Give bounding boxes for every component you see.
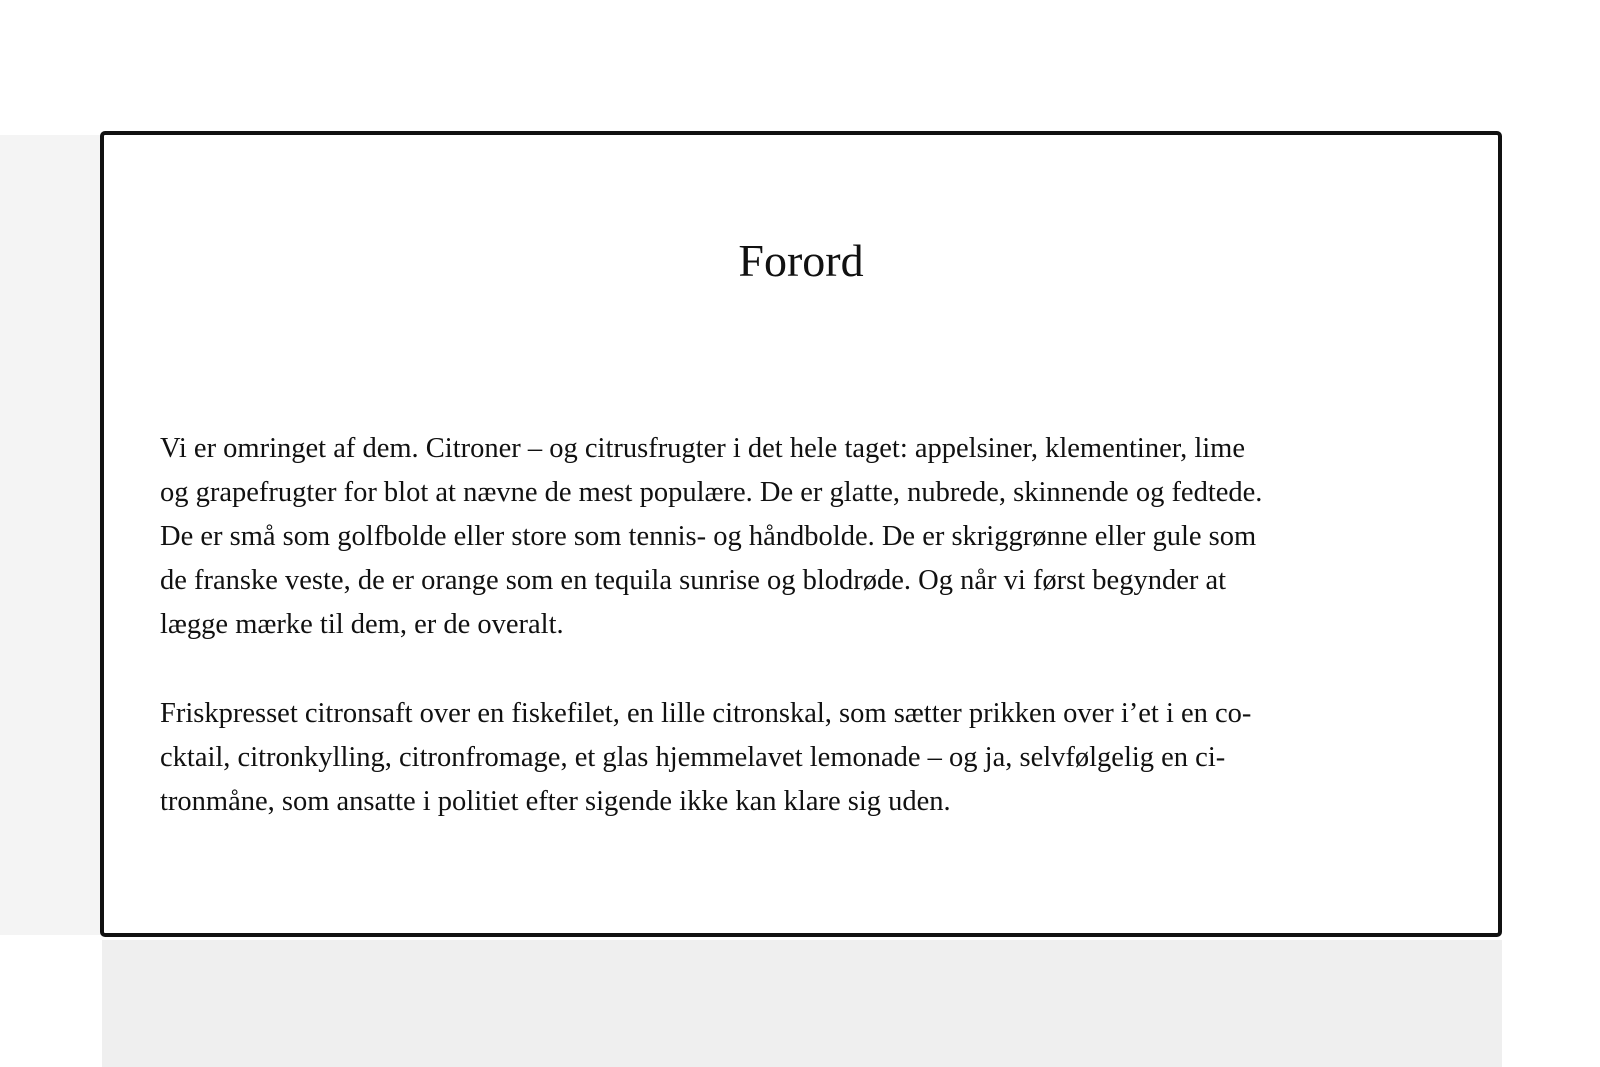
paragraph-2 <box>160 692 1480 824</box>
background-panel-bottom <box>102 940 1502 1067</box>
page-card <box>100 131 1502 937</box>
paragraph-1 <box>160 427 1480 647</box>
page-title: Forord <box>738 235 864 286</box>
text-line: cktail, citronkylling, citronfromage, et glas hjemmelavet lemonade – og ja, selvfølgelig en ci- <box>160 742 1226 773</box>
text-line: og grapefrugter for blot at nævne de mest populære. De er glatte, nubrede, skinnende og fedtede. <box>160 477 1263 508</box>
text-line: de franske veste, de er orange som en tequila sunrise og blodrøde. Og når vi først begynder at <box>160 565 1227 596</box>
text-line: tronmåne, som ansatte i politiet efter sigende ikke kan klare sig uden. <box>160 786 951 817</box>
text-line: Friskpresset citronsaft over en fiskefilet, en lille citronskal, som sætter prikken over i’et i en co- <box>160 698 1252 729</box>
text-line: lægge mærke til dem, er de overalt. <box>160 609 564 640</box>
background-panel-left <box>0 135 102 935</box>
text-line: De er små som golfbolde eller store som tennis- og håndbolde. De er skriggrønne eller gule som <box>160 521 1257 552</box>
text-line: Vi er omringet af dem. Citroner – og citrusfrugter i det hele taget: appelsiner, klementiner, lime <box>160 433 1245 464</box>
